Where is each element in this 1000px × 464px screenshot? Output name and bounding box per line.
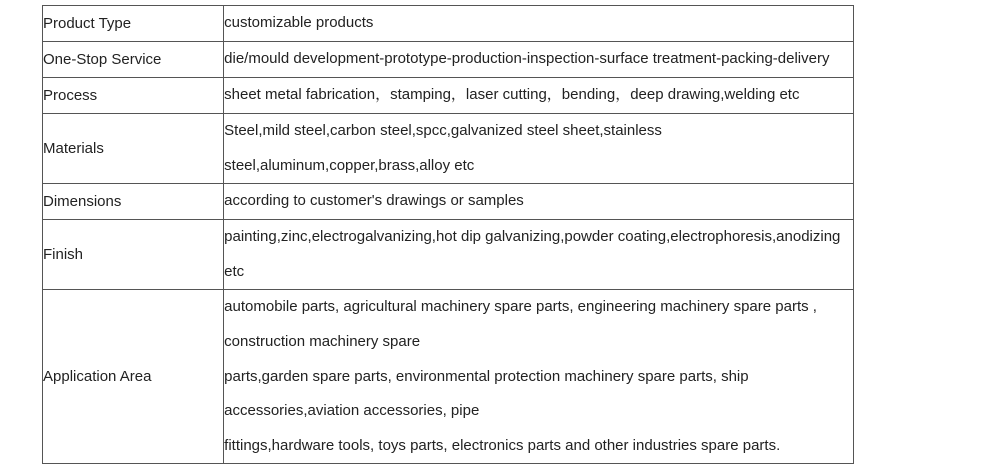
spec-value-line: according to customer's drawings or samples [224,192,524,210]
spec-row-finish [43,220,854,290]
spec-value [224,184,854,220]
spec-value-line: steel,aluminum,copper,brass,alloy etc [224,156,475,174]
spec-value-line: etc [224,262,245,280]
spec-label: Application Area [43,290,224,464]
spec-value-line: fittings,hardware tools, toys parts, electronics parts and other industries spare parts. [224,436,781,454]
spec-label: Finish [43,220,224,290]
spec-row-application-area [43,290,854,464]
spec-value [224,220,854,290]
spec-label: Dimensions [43,184,224,220]
spec-label: One-Stop Service [43,42,224,78]
spec-value [224,78,854,114]
spec-value [224,114,854,184]
spec-row-dimensions [43,184,854,220]
spec-row-materials [43,114,854,184]
spec-label: Process [43,78,224,114]
spec-label: Materials [43,114,224,184]
spec-row-one-stop-service [43,42,854,78]
spec-value-line: die/mould development-prototype-production-inspection-surface treatment-packing-delivery [224,50,830,68]
spec-value-line: automobile parts, agricultural machinery spare parts, engineering machinery spare parts , [224,298,817,316]
spec-row-product-type [43,6,854,42]
spec-value-line: construction machinery spare [224,332,421,350]
spec-value-line: Steel,mild steel,carbon steel,spcc,galvanized steel sheet,stainless [224,122,662,139]
spec-label: Product Type [43,6,224,42]
spec-value-line: painting,zinc,electrogalvanizing,hot dip galvanizing,powder coating,electrophoresis,anodizing [224,228,841,246]
spec-value-line: sheet metal fabrication，stamping，laser cutting，bending，deep drawing,welding etc [224,86,800,104]
spec-value-line: parts,garden spare parts, environmental protection machinery spare parts, ship [224,367,749,385]
spec-value [224,42,854,78]
spec-row-process [43,78,854,114]
product-spec-table [42,5,854,464]
spec-value [224,6,854,42]
spec-value-line: customizable products [224,14,374,32]
spec-value-line: accessories,aviation accessories, pipe [224,402,480,420]
spec-value [224,290,854,464]
